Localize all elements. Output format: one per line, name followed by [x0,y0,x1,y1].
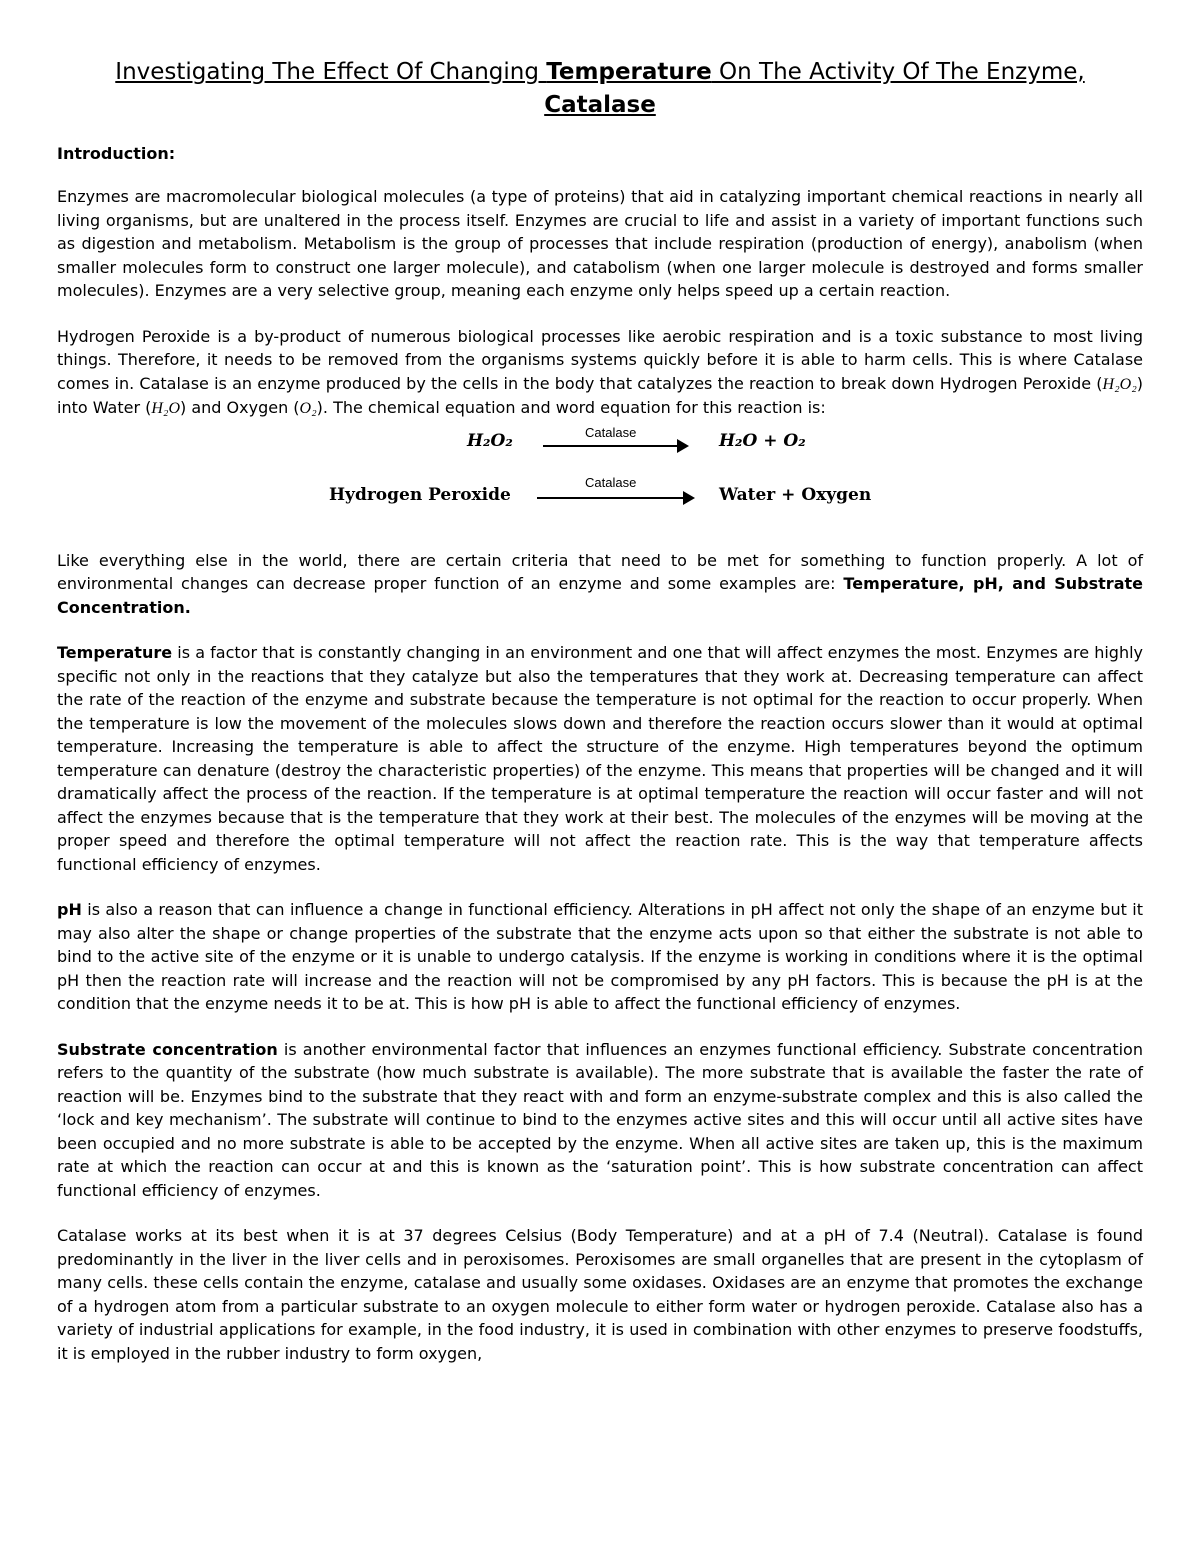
para6-text: is another environmental factor that influences an enzymes functional efficiency. Substrate concentration refers to the quantity of the substrate (how much substrate is available). The more substrate that is available the faster the rate of reaction will be. Enzymes bind to the substrate that they react with and form an enzyme-substrate complex and this is also called the ‘lock and key mechanism’. The substrate will continue to bind to the enzymes active sites and this will occur until all active sites have been occupied and no more substrate is able to be accepted by the enzyme. When all active sites are taken up, this is the maximum rate at which the reaction can occur at and this is known as the ‘saturation point’. This is how substrate concentration can affect functional efficiency of enzymes. [57,1039,1143,1200]
title-prefix: Investigating The Effect Of Changing [115,59,547,85]
ph-term: pH [57,900,82,919]
word-arrow [537,497,693,499]
substrate-term: Substrate concentration [57,1039,278,1059]
word-products: Water + Oxygen [719,484,872,505]
document-body [57,56,1143,1365]
title-line-2: Catalase [544,92,656,118]
chemical-reactant: H₂O₂ [467,430,513,451]
paragraph-ph [57,898,1143,1016]
para2-text-a: Hydrogen Peroxide is a by-product of numerous biological processes like aerobic respiration and is a toxic substance to most living things. Therefore, it needs to be removed from the organisms systems quickly before it is able to harm cells. This is where Catalase comes in. Catalase is an enzyme produced by the cells in the body that catalyzes the reaction to break down Hydrogen Peroxide ( [57,326,1143,393]
word-reactant: Hydrogen Peroxide [329,484,511,505]
paragraph-temperature [57,641,1143,876]
formula-h2o2: H₂O₂ [1102,375,1137,393]
paragraph-substrate-concentration [57,1038,1143,1203]
chemical-products: H₂O + O₂ [719,430,806,451]
paragraph-hydrogen-peroxide [57,325,1143,421]
para3-text: Like everything else in the world, there are certain criteria that need to be met for something to function properly. A lot of environmental changes can decrease proper function of an enzyme and some examples are: [57,550,1143,593]
para5-text: is also a reason that can influence a change in functional efficiency. Alterations in pH affect not only the shape of an enzyme but it may also alter the shape or change properties of the substrate that the enzyme acts upon so that either the substrate is not able to bind to the active site of the enzyme or it is unable to undergo catalysis. If the enzyme is working in conditions where it is the optimal pH then the reaction rate will increase and the reaction will not be compromised by any pH factors. This is because the pH is at the condition that the enzyme needs it to be at. This is how pH is able to affect the functional efficiency of enzymes. [57,900,1143,1013]
chemical-arrow [543,445,687,447]
word-equation [57,474,1143,521]
para2-text-c: ) and Oxygen ( [180,398,300,417]
chemical-arrow-label: Catalase [585,424,637,440]
temperature-term: Temperature [57,643,173,662]
reaction-equations [57,424,1143,529]
paragraph-enzymes: Enzymes are macromolecular biological molecules (a type of proteins) that aid in catalyzing important chemical reactions in nearly all living organisms, but are unaltered in the process itself. Enzymes are crucial to life and assist in a variety of important functions such as digestion and metabolism. Metabolism is the group of processes that include respiration (production of energy), anabolism (when smaller molecules form to construct one larger molecule), and catabolism (when one larger molecule is destroyed and forms smaller molecules). Enzymes are a very selective group, meaning each enzyme only helps speed up a certain reaction. [57,187,1143,300]
para2-text-d: ). The chemical equation and word equation for this reaction is: [316,398,826,417]
formula-o2: O₂ [299,400,317,417]
formula-h2o: H₂O [151,400,181,417]
title-keyword: Temperature [546,59,712,85]
para4-text: is a factor that is constantly changing in an environment and one that will affect enzymes the most. Enzymes are highly specific not only in the reactions that they catalyze but also the temperatures that they work at. Decreasing temperature can affect the rate of the reaction of the enzyme and substrate because the temperature is not optimal for the reaction to occur properly. When the temperature is low the movement of the molecules slows down and therefore the reaction occurs slower than it would at optimal temperature. Increasing the temperature is able to affect the structure of the enzyme. High temperatures beyond the optimum temperature can denature (destroy the characteristic properties) of the enzyme. This means that properties will be changed and it will dramatically affect the process of the reaction. If the temperature is at optimal temperature the reaction will occur faster and will not affect the enzymes because that is the temperature that they work at their best. The molecules of the enzymes will be moving at the proper speed and therefore the optimal temperature will not affect the reaction rate. This is the way that temperature affects functional efficiency of enzymes. [57,643,1143,874]
word-arrow-label: Catalase [585,474,637,490]
paragraph-catalase: Catalase works at its best when it is at 37 degrees Celsius (Body Temperature) and at a pH of 7.4 (Neutral). Catalase is found predominantly in the liver in the liver cells and in peroxisomes. Peroxisomes are small organelles that are present in the cytoplasm of many cells. these cells contain the enzyme, catalase and usually some oxidases. Oxidases are an enzyme that promotes the exchange of a hydrogen atom from a particular substrate to an oxygen molecule to either form water or hydrogen peroxide. Catalase also has a variety of industrial applications for example, in the food industry, it is used in combination with other enzymes to preserve foodstuffs, it is employed in the rubber industry to form oxygen, [57,1226,1143,1363]
introduction-heading: Introduction: [57,144,176,163]
chemical-equation [57,424,1143,469]
para3-factors: Temperature, pH, and Substrate Concentration. [57,574,1143,617]
paragraph-criteria [57,549,1143,620]
para2-text-b: ) into Water ( [57,373,1143,417]
title-suffix: On The Activity Of The Enzyme, [711,59,1085,85]
page-title [57,56,1143,122]
